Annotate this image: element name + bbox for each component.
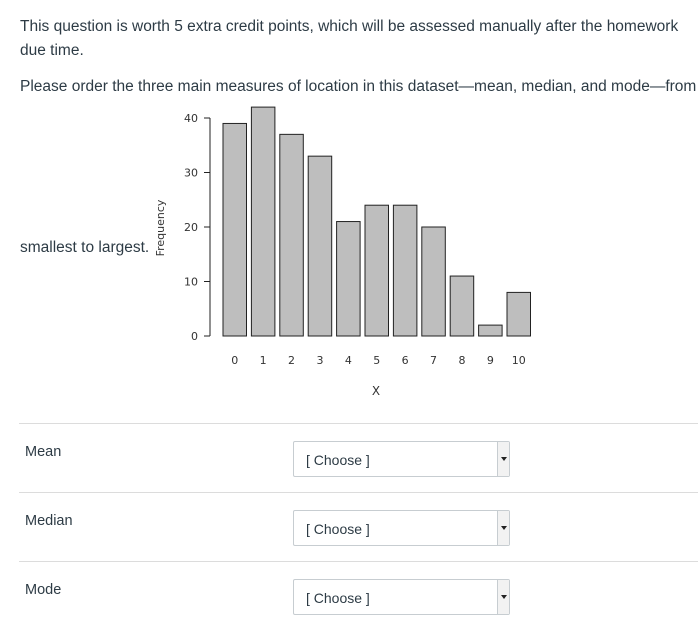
x-tick-label: 7 <box>430 354 438 367</box>
x-tick-label: 0 <box>231 354 239 367</box>
x-tick-label: 3 <box>316 354 324 367</box>
x-tick-label: 4 <box>344 354 352 367</box>
median-select[interactable] <box>293 510 510 546</box>
mean-select[interactable] <box>293 441 510 477</box>
y-axis-label: Frequency <box>154 199 167 257</box>
histogram-bar <box>365 205 389 336</box>
mode-select[interactable] <box>293 579 510 615</box>
histogram-bar <box>422 227 446 336</box>
x-tick-label: 6 <box>401 354 409 367</box>
x-tick-label: 2 <box>288 354 296 367</box>
question-text-line-3: smallest to largest. <box>20 239 150 256</box>
question-text-line-1b: due time. <box>20 42 84 59</box>
histogram-bar <box>308 156 332 336</box>
chevron-down-icon <box>497 580 509 614</box>
median-label: Median <box>25 513 73 529</box>
histogram-bar <box>479 325 503 336</box>
x-tick-label: 10 <box>511 354 526 367</box>
histogram-bar <box>450 276 474 336</box>
histogram-bar <box>507 292 531 336</box>
row-divider <box>19 423 698 424</box>
mode-select-value: [ Choose ] <box>306 590 370 606</box>
histogram-bar <box>223 123 247 336</box>
mode-label: Mode <box>25 582 62 598</box>
chevron-down-icon <box>497 442 509 476</box>
y-tick-label: 20 <box>184 221 198 234</box>
histogram-bar <box>251 107 275 336</box>
mean-select-value: [ Choose ] <box>306 452 370 468</box>
row-divider <box>19 561 698 562</box>
histogram-chart <box>148 100 548 405</box>
x-tick-label: 9 <box>486 354 494 367</box>
y-tick-label: 0 <box>191 330 198 343</box>
histogram-bar <box>337 222 361 336</box>
question-text-line-2: Please order the three main measures of location in this dataset—mean, median, and mode—from <box>20 78 697 95</box>
y-tick-label: 10 <box>184 275 198 289</box>
x-tick-label: 1 <box>259 354 267 367</box>
x-tick-label: 5 <box>373 354 381 367</box>
histogram-bar <box>393 205 417 336</box>
x-tick-label: 8 <box>458 354 466 367</box>
chevron-down-icon <box>497 511 509 545</box>
question-text-line-1: This question is worth 5 extra credit points, which will be assessed manually after the homework <box>20 18 679 35</box>
x-axis-label: X <box>371 384 381 398</box>
y-tick-label: 40 <box>184 112 198 125</box>
mean-label: Mean <box>25 444 62 460</box>
histogram-bar <box>280 134 304 336</box>
y-tick-label: 30 <box>184 166 198 180</box>
row-divider <box>19 492 698 493</box>
median-select-value: [ Choose ] <box>306 521 370 537</box>
